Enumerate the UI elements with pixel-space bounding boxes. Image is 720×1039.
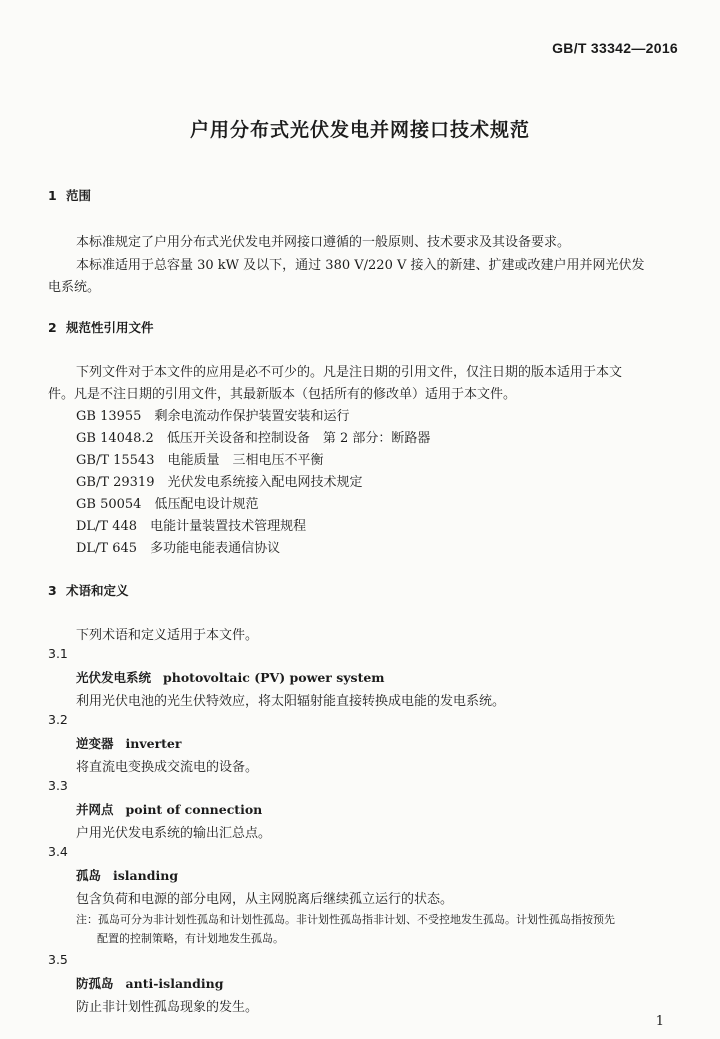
reference-code: GB 14048.2: [76, 431, 154, 446]
term-en: inverter: [125, 736, 182, 751]
term-en: anti-islanding: [125, 976, 224, 991]
term-note-line2: 配置的控制策略，有计划地发生孤岛。: [97, 932, 284, 945]
reference-item: [76, 449, 324, 468]
term-zh: 孤岛: [76, 868, 102, 883]
term-en: photovoltaic (PV) power system: [163, 670, 385, 685]
reference-title: 低压配电设计规范: [154, 497, 259, 512]
section-number: 2: [48, 320, 57, 335]
term-entry: [76, 800, 262, 818]
term-zh: 并网点: [76, 802, 114, 817]
term-zh: 光伏发电系统: [76, 670, 152, 685]
page-number: 1: [655, 1014, 664, 1029]
reference-title: 剩余电流动作保护装置安装和运行: [154, 409, 350, 424]
term-en: islanding: [113, 868, 179, 883]
term-zh: 防孤岛: [76, 976, 114, 991]
reference-code: GB/T 29319: [76, 475, 155, 490]
section-2-heading: [48, 318, 154, 336]
reference-title: 多功能电能表通信协议: [150, 541, 281, 556]
clause-number: 3.3: [48, 778, 68, 793]
applicability-paragraph-line1: 本标准适用于总容量 30 kW 及以下，通过 380 V/220 V 接入的新建、扩建或改建户用并网光伏发: [76, 258, 645, 273]
page-title: 户用分布式光伏发电并网接口技术规范: [189, 119, 530, 141]
term-definition: 将直流电变换成交流电的设备。: [76, 760, 259, 775]
reference-title: 电能质量 三相电压不平衡: [167, 453, 324, 468]
standard-id: GB/T 33342—2016: [552, 40, 678, 56]
term-definition: 户用光伏发电系统的输出汇总点。: [76, 826, 272, 841]
term-entry: [76, 974, 223, 992]
clause-number: 3.5: [48, 952, 68, 967]
section-title: 术语和定义: [66, 583, 129, 598]
term-entry: [76, 668, 385, 686]
clause-number: 3.4: [48, 844, 68, 859]
term-entry: [76, 734, 181, 752]
section-title: 范围: [66, 188, 92, 203]
scope-paragraph: 本标准规定了户用分布式光伏发电并网接口遵循的一般原则、技术要求及其设备要求。: [76, 235, 571, 250]
reference-code: DL/T 448: [76, 519, 138, 534]
reference-item: [76, 405, 349, 424]
reference-item: [76, 515, 306, 534]
term-en: point of connection: [125, 802, 263, 817]
reference-code: GB/T 15543: [76, 453, 155, 468]
references-intro-line1: 下列文件对于本文件的应用是必不可少的。凡是注日期的引用文件，仅注日期的版本适用于本文: [76, 365, 623, 380]
section-3-heading: [48, 581, 129, 599]
reference-item: [76, 537, 280, 556]
reference-title: 电能计量装置技术管理规程: [150, 519, 307, 534]
reference-item: [76, 471, 363, 490]
reference-title: 光伏发电系统接入配电网技术规定: [167, 475, 363, 490]
term-definition: 利用光伏电池的光生伏特效应，将太阳辐射能直接转换成电能的发电系统。: [76, 694, 506, 709]
references-intro-line2: 件。凡是不注日期的引用文件，其最新版本（包括所有的修改单）适用于本文件。: [48, 387, 517, 402]
section-number: 3: [48, 583, 57, 598]
term-note-line1: 注：孤岛可分为非计划性孤岛和计划性孤岛。非计划性孤岛指非计划、不受控地发生孤岛。计划性孤岛指按预先: [76, 913, 615, 926]
reference-item: [76, 427, 430, 446]
clause-number: 3.2: [48, 712, 68, 727]
term-entry: [76, 866, 178, 884]
reference-item: [76, 493, 258, 512]
reference-code: DL/T 645: [76, 541, 138, 556]
term-definition: 防止非计划性孤岛现象的发生。: [76, 1000, 259, 1015]
term-definition: 包含负荷和电源的部分电网，从主网脱离后继续孤立运行的状态。: [76, 892, 454, 907]
reference-code: GB 13955: [76, 409, 142, 424]
reference-title: 低压开关设备和控制设备 第 2 部分：断路器: [166, 431, 431, 446]
section-1-heading: [48, 186, 91, 204]
terms-intro: 下列术语和定义适用于本文件。: [76, 628, 259, 643]
term-zh: 逆变器: [76, 736, 114, 751]
reference-code: GB 50054: [76, 497, 142, 512]
section-number: 1: [48, 188, 57, 203]
section-title: 规范性引用文件: [66, 320, 154, 335]
applicability-paragraph-line2: 电系统。: [48, 280, 101, 295]
clause-number: 3.1: [48, 646, 68, 661]
